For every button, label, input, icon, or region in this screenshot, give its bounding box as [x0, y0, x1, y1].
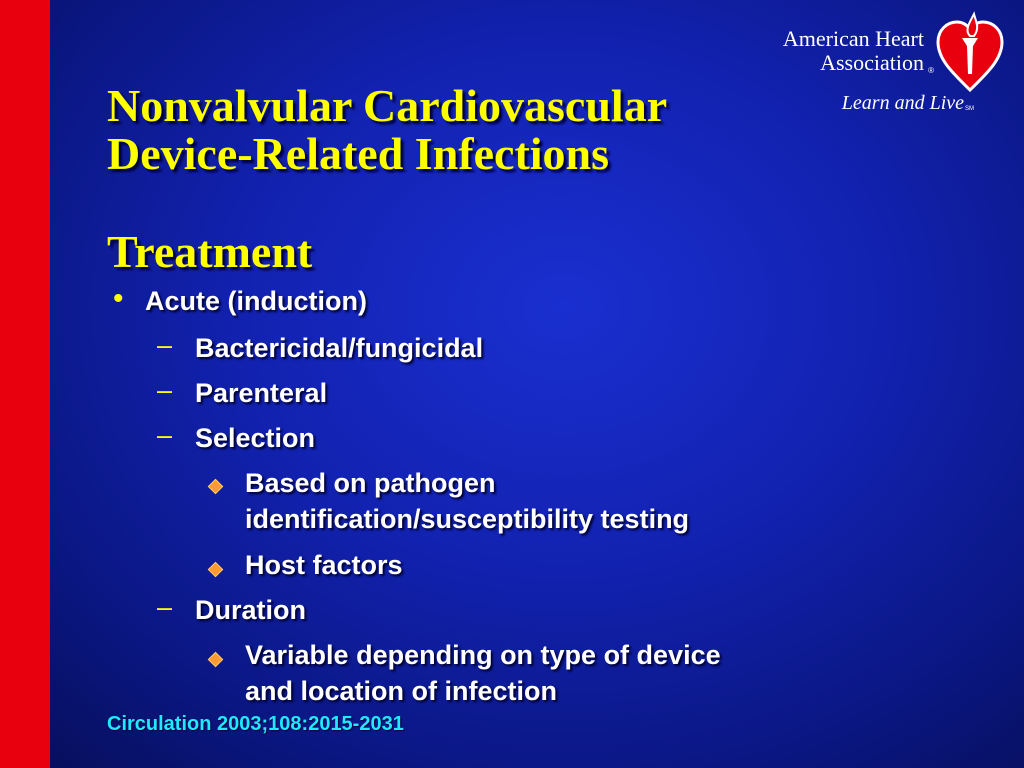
logo-service-mark: SM — [965, 106, 974, 112]
logo-tagline: Learn and Live — [841, 92, 964, 114]
dash-marker: – — [157, 420, 173, 450]
logo-org-line1: American Heart — [782, 26, 924, 51]
citation: Circulation 2003;108:2015-2031 — [107, 713, 404, 735]
sub-sub-bullet-continuation: and location of infection — [245, 676, 557, 706]
sub-sub-bullet-item: Variable depending on type of device — [245, 640, 721, 670]
diamond-bullet-icon — [208, 652, 224, 668]
diamond-bullet-icon — [208, 479, 224, 495]
sub-bullet-item: Parenteral — [195, 378, 328, 408]
dash-marker: – — [157, 375, 173, 405]
sub-sub-bullet-continuation: identification/susceptibility testing — [245, 504, 690, 534]
sub-bullet-item: Bactericidal/fungicidal — [195, 333, 484, 363]
slide-title-line1: Nonvalvular Cardiovascular — [107, 80, 668, 131]
slide-subtitle: Treatment — [107, 226, 313, 277]
bullet-item: Acute (induction) — [145, 286, 367, 316]
sub-sub-bullet-item: Based on pathogen — [245, 468, 496, 498]
bullet-marker: • — [113, 282, 124, 315]
dash-marker: – — [157, 330, 173, 360]
diamond-bullet-icon — [208, 562, 224, 578]
sub-sub-bullet-item: Host factors — [245, 550, 403, 580]
logo-org-line2: Association — [820, 50, 924, 75]
sub-bullet-item: Selection — [195, 423, 316, 453]
slide-title-line2: Device-Related Infections — [107, 128, 610, 179]
sub-bullet-item: Duration — [195, 595, 306, 625]
logo-registered-mark: ® — [928, 66, 934, 75]
dash-marker: – — [157, 592, 173, 622]
